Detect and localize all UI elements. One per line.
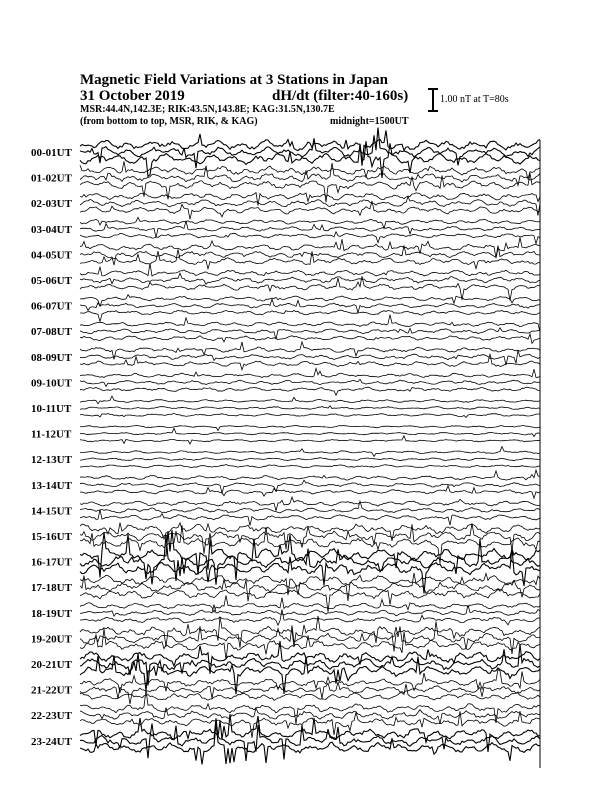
row-label: 01-02UT bbox=[31, 172, 72, 185]
row-label: 08-09UT bbox=[31, 351, 72, 364]
row-label: 06-07UT bbox=[31, 300, 72, 313]
date-label: 31 October 2019 bbox=[80, 88, 185, 104]
trace-rik bbox=[80, 524, 540, 554]
trace-kag bbox=[80, 425, 540, 430]
row-label: 13-14UT bbox=[31, 479, 72, 492]
row-label: 10-11UT bbox=[31, 403, 72, 415]
trace-rik bbox=[80, 221, 540, 238]
trace-msr bbox=[80, 173, 540, 202]
trace-msr bbox=[80, 334, 540, 344]
trace-msr bbox=[80, 310, 540, 321]
trace-kag bbox=[80, 596, 540, 613]
trace-rik bbox=[80, 480, 540, 493]
trace-rik bbox=[80, 718, 540, 761]
trace-rik bbox=[80, 644, 540, 686]
trace-rik bbox=[80, 458, 540, 461]
trace-kag bbox=[80, 264, 540, 277]
trace-rik bbox=[80, 622, 540, 654]
scale-label: 1.00 nT at T=80s bbox=[440, 94, 509, 105]
chart-title: Magnetic Field Variations at 3 Stations in Japan bbox=[80, 72, 388, 88]
row-label: 22-23UT bbox=[31, 710, 72, 723]
row-label: 15-16UT bbox=[31, 531, 72, 543]
trace-msr bbox=[80, 436, 540, 444]
row-label: 11-12UT bbox=[31, 428, 72, 441]
row-label: 05-06UT bbox=[31, 275, 72, 287]
trace-kag bbox=[80, 217, 540, 228]
trace-msr bbox=[80, 486, 540, 499]
trace-rik bbox=[80, 197, 540, 216]
row-label: 17-18UT bbox=[31, 582, 72, 595]
trace-rik bbox=[80, 406, 540, 410]
trace-kag bbox=[80, 573, 540, 595]
trace-msr bbox=[80, 141, 540, 178]
trace-msr bbox=[80, 465, 540, 468]
trace-msr bbox=[80, 629, 540, 660]
stations-line: MSR:44.4N,142.3E; RIK:43.5N,143.8E; KAG:31.5N,130.7E bbox=[80, 104, 335, 115]
row-label: 19-20UT bbox=[31, 633, 72, 646]
trace-msr bbox=[80, 232, 540, 244]
trace-rik bbox=[80, 299, 540, 313]
trace-msr bbox=[80, 201, 540, 219]
trace-msr bbox=[80, 589, 540, 612]
row-label: 16-17UT bbox=[31, 556, 72, 569]
trace-rik bbox=[80, 708, 540, 724]
row-label: 04-05UT bbox=[31, 249, 72, 262]
trace-rik bbox=[80, 379, 540, 386]
trace-kag bbox=[80, 315, 540, 333]
quantity-label: dH/dt (filter:40-160s) bbox=[272, 88, 409, 104]
trace-kag bbox=[80, 396, 540, 404]
row-label: 18-19UT bbox=[31, 607, 72, 620]
trace-msr bbox=[80, 387, 540, 395]
row-label: 00-01UT bbox=[31, 147, 72, 159]
row-label: 14-15UT bbox=[31, 505, 72, 518]
trace-kag bbox=[80, 470, 540, 480]
row-label: 02-03UT bbox=[31, 198, 72, 211]
trace-kag bbox=[80, 447, 540, 457]
row-label: 03-04UT bbox=[31, 223, 72, 236]
row-label: 23-24UT bbox=[31, 735, 72, 748]
trace-rik bbox=[80, 501, 540, 513]
trace-rik bbox=[80, 428, 540, 436]
trace-rik bbox=[80, 682, 540, 704]
row-label: 12-13UT bbox=[31, 454, 72, 467]
row-label: 20-21UT bbox=[31, 659, 72, 671]
midnight-note: midnight=1500UT bbox=[330, 116, 409, 127]
trace-msr bbox=[80, 249, 540, 268]
trace-kag bbox=[80, 368, 540, 377]
row-label: 07-08UT bbox=[31, 326, 72, 339]
trace-rik bbox=[80, 328, 540, 340]
order-note: (from bottom to top, MSR, RIK, & KAG) bbox=[80, 116, 258, 127]
trace-msr bbox=[80, 509, 540, 525]
row-label: 21-22UT bbox=[31, 684, 72, 697]
trace-kag bbox=[80, 238, 540, 259]
row-label: 09-10UT bbox=[31, 377, 72, 390]
trace-kag bbox=[80, 295, 540, 307]
trace-msr bbox=[80, 413, 540, 417]
trace-msr bbox=[80, 354, 540, 370]
